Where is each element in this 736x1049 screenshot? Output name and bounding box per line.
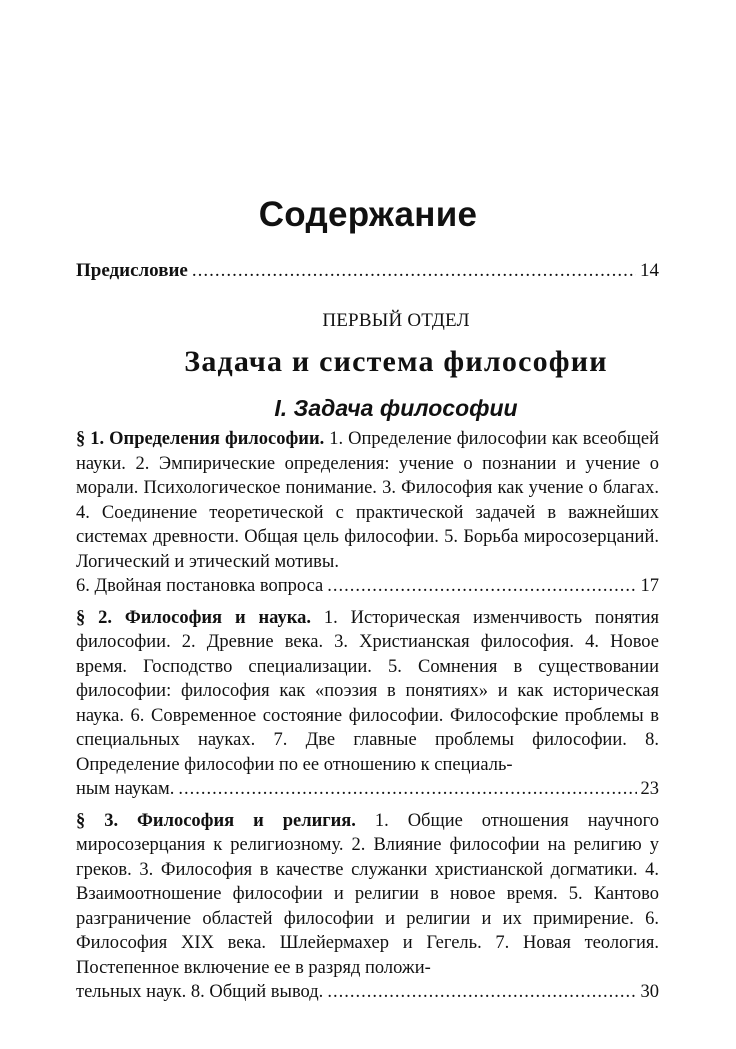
toc-entry-label: Предисловие: [76, 260, 188, 281]
chapter-title: I. Задача философии: [274, 395, 518, 421]
section-last-text: 6. Двойная постановка вопроса: [76, 576, 324, 596]
dot-leader: [178, 777, 636, 802]
part-label: ПЕРВЫЙ ОТДЕЛ: [322, 310, 470, 331]
toc-page-number: 23: [640, 779, 659, 799]
section-heading: § 2. Философия и наука.: [76, 607, 311, 628]
toc-page-number: 17: [640, 576, 659, 596]
section-body: 1. Историческая изменчивость понятия философии. 2. Древние века. 3. Христианская философия. 4. Новое время. Господство специализации. 5. Сомнения в существовании философии: философия как «поэзия в понятиях» и как историческая наука. 6. Современное состояние философии. Философские проблемы в специальных науках. 7. Две главные проблемы философии. 8. Определение философии по ее отношению к специаль-: [76, 607, 659, 775]
section-last-line: [76, 574, 659, 599]
section-body: 1. Общие отношения научного миросозерцания к религиозному. 2. Влияние философии на религию у греков. 3. Философия в качестве служанки христианской догматики. 4. Взаимоотношение философии и религии в новое время. 5. Кантово разграничение областей философии и религии и их примирение. 6. Философия XIX века. Шлейермахер и Гегель. 7. Новая теология. Постепенное включение ее в разряд положи-: [76, 810, 659, 978]
toc-section-1: [76, 427, 659, 599]
toc-sections: [76, 427, 659, 1012]
dot-leader: [327, 980, 636, 1005]
part-title: Задача и система философии: [184, 345, 608, 378]
page-title: Содержание: [258, 195, 478, 234]
toc-section-2: [76, 606, 659, 802]
section-last-text: ным наукам.: [76, 779, 175, 799]
section-last-line: [76, 777, 659, 802]
section-heading: § 1. Определения философии.: [76, 429, 325, 449]
section-last-text: тельных наук. 8. Общий вывод.: [76, 982, 324, 1002]
toc-page-number: 14: [640, 260, 659, 281]
toc-page-number: 30: [640, 982, 659, 1002]
dot-leader: [192, 257, 636, 285]
section-heading: § 3. Философия и религия.: [76, 810, 356, 831]
toc-entry-preface: [76, 257, 659, 285]
section-last-line: [76, 980, 659, 1005]
section-body: 1. Определение философии как всеобщей науки. 2. Эмпирические определения: учение о познании и учение о морали. Психологическое понимание. 3. Философия как учение о благах. 4. Соединение теоретической с практической задачей в важнейших системах древности. Общая цель философии. 5. Борьба миросозерцаний. Логический и этический мотивы.: [76, 429, 659, 572]
toc-section-3: [76, 809, 659, 1005]
dot-leader: [327, 574, 636, 599]
